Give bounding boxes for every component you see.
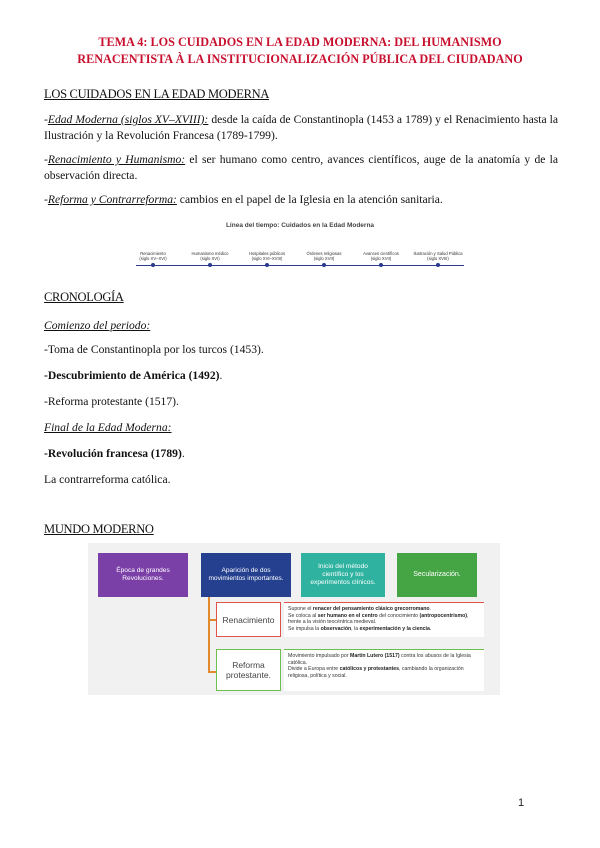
diagram-connector — [208, 671, 216, 673]
chronology-item: -Toma de Constantinopla por los turcos (1453). — [44, 343, 264, 356]
chronology-item: -Revolución francesa (1789). — [44, 447, 185, 460]
term-renacimiento: Renacimiento y Humanismo: — [47, 153, 186, 166]
timeline-item: Órdenes religiosas (siglo XVII) — [306, 251, 342, 261]
term-reforma: Reforma y Contrarreforma: — [47, 193, 177, 206]
timeline-dot — [436, 263, 440, 267]
timeline-item: Avances científicos (siglo XVII) — [363, 251, 399, 261]
timeline-item: Ilustración y Salud Pública (siglo XVIII) — [413, 251, 463, 261]
timeline-dot — [265, 263, 269, 267]
paragraph-reforma: -Reforma y Contrarreforma: cambios en el papel de la Iglesia en la atención sanitaria. — [44, 193, 443, 206]
timeline-item: Hospitales públicos (siglo XVI–XVIII) — [248, 251, 286, 261]
timeline-dot — [379, 263, 383, 267]
timeline-dot — [322, 263, 326, 267]
timeline-item: Renacimiento (siglo XV–XVI) — [139, 251, 167, 261]
timeline-labels — [130, 251, 470, 263]
diagram-reforma-description: Movimiento impulsado por Martín Lutero (1517) contra los abusos de la Iglesia católica. Divide a Europa entre católicos y protestantes, cambiando la organización religiosa, política y social. — [284, 649, 484, 691]
document-title — [40, 34, 560, 68]
diagram-renacimiento-description: Supone el renacer del pensamiento clásico grecorromano. Se coloca al ser humano en el centro del conocimiento (antropocentrismo), frente a la visión teocéntrica medieval. Se impulsa la observación, la experimentación y la ciencia. — [284, 602, 484, 637]
term-edad-moderna: Edad Moderna (siglos XV–XVIII): — [47, 113, 209, 126]
diagram-renacimiento-label: Renacimiento — [216, 602, 281, 637]
timeline-title: Línea del tiempo: Cuidados en la Edad Moderna — [225, 222, 375, 229]
diagram-reforma-label: Reforma protestante. — [216, 649, 281, 691]
section-heading-cuidados: LOS CUIDADOS EN LA EDAD MODERNA — [44, 87, 270, 101]
paragraph-renacimiento: -Renacimiento y Humanismo: el ser humano como centro, avances científicos, auge de la anatomía y de la observación directa. — [44, 153, 558, 182]
page-number: 1 — [518, 797, 525, 809]
diagram-connector — [208, 597, 210, 673]
subheading-final: Final de la Edad Moderna: — [44, 421, 172, 434]
mundo-moderno-diagram — [88, 543, 500, 695]
chronology-item: La contrarreforma católica. — [44, 473, 171, 486]
paragraph-edad-moderna: -Edad Moderna (siglos XV–XVIII): desde la caída de Constantinopla (1453 a 1789) y el Renacimiento hasta la Ilustración y la Revolución Francesa (1789-1799). — [44, 113, 559, 142]
timeline-dot — [151, 263, 155, 267]
timeline-dot — [208, 263, 212, 267]
chronology-item: -Descubrimiento de América (1492). — [44, 369, 223, 382]
diagram-box-metodo-cientifico: Inicio del método científico y los experimentos clínicos. — [301, 553, 385, 597]
timeline-axis — [136, 265, 464, 266]
diagram-box-revoluciones: Época de grandes Revoluciones. — [98, 553, 188, 597]
title-line-1: TEMA 4: LOS CUIDADOS EN LA EDAD MODERNA: DEL HUMANISMO — [98, 35, 502, 49]
chronology-item: -Reforma protestante (1517). — [44, 395, 179, 408]
title-line-2: RENACENTISTA À LA INSTITUCIONALIZACIÓN PÚBLICA DEL CIUDADANO — [77, 52, 523, 66]
subheading-comienzo: Comienzo del periodo: — [44, 319, 151, 332]
section-heading-cronologia: CRONOLOGÍA — [44, 290, 124, 304]
diagram-box-movimientos: Aparición de dos movimientos importantes. — [201, 553, 291, 597]
timeline-figure — [130, 220, 470, 265]
diagram-box-secularizacion: Secularización. — [397, 553, 477, 597]
section-heading-mundo-moderno: MUNDO MODERNO — [44, 522, 154, 536]
diagram-connector — [208, 619, 216, 621]
timeline-item: Humanismo médico (siglo XVI) — [191, 251, 229, 261]
